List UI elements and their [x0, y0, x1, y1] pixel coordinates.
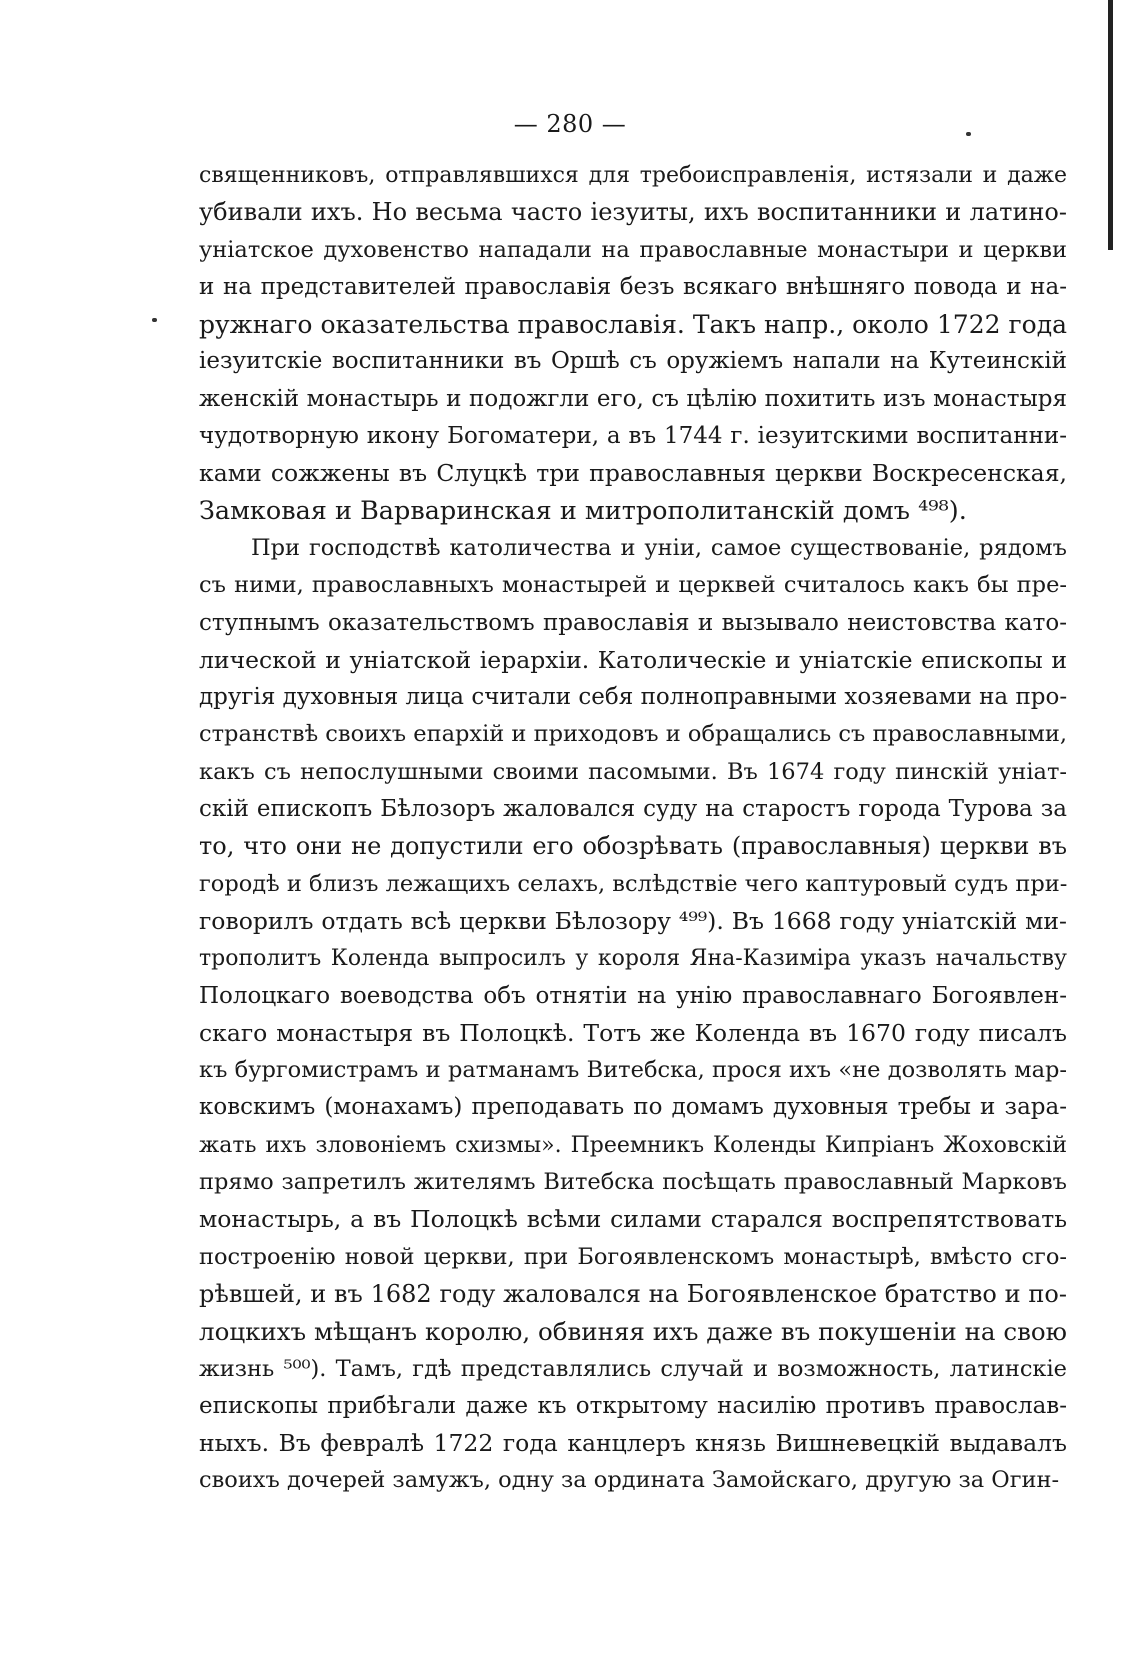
- text-line: Полоцкаго воеводства объ отнятіи на унію православнаго Богоявлен-: [199, 982, 1067, 1009]
- text-line: чудотворную икону Богоматери, а въ 1744 г. іезуитскими воспитанни-: [199, 423, 1067, 450]
- text-line: построенію новой церкви, при Богоявленскомъ монастырѣ, вмѣсто сго-: [199, 1243, 1067, 1270]
- text-line: къ бургомистрамъ и ратманамъ Витебска, прося ихъ «не дозволять мар-: [199, 1057, 1067, 1084]
- paragraph: [199, 157, 1067, 530]
- text-line: рѣвшей, и въ 1682 году жаловался на Богоявленское братство и по-: [199, 1279, 1067, 1308]
- text-line: уніатское духовенство нападали на православные монастыри и церкви: [199, 236, 1067, 263]
- text-line: съ ними, православныхъ монастырей и церквей считалось какъ бы пре-: [199, 572, 1067, 599]
- text-line: другія духовныя лица считали себя полноправными хозяевами на про-: [199, 684, 1068, 711]
- text-line: то, что они не допустили его обозрѣвать (православныя) церкви въ: [199, 832, 1067, 861]
- text-line: жизнь ⁵⁰⁰). Тамъ, гдѣ представлялись случай и возможность, латинскіе: [199, 1355, 1067, 1382]
- text-line: и на представителей православія безъ всякаго внѣшняго повода и на-: [199, 273, 1067, 300]
- text-line: іезуитскіе воспитанники въ Оршѣ съ оружіемъ напали на Кутеинскій: [199, 348, 1067, 375]
- paragraph: [199, 530, 1067, 1500]
- text-line: скаго монастыря въ Полоцкѣ. Тотъ же Коленда въ 1670 году писалъ: [199, 1018, 1067, 1047]
- text-line: женскій монастырь и подожгли его, съ цѣлію похитить изъ монастыря: [199, 385, 1067, 412]
- text-line: городѣ и близъ лежащихъ селахъ, вслѣдствіе чего каптуровый судъ при-: [199, 870, 1068, 897]
- text-line: священниковъ, отправлявшихся для требоисправленія, истязали и даже: [199, 163, 1067, 188]
- text-line: ками сожжены въ Слуцкѣ три православныя церкви Воскресенская,: [199, 459, 1067, 488]
- text-line: жать ихъ зловоніемъ схизмы». Преемникъ Коленды Кипріанъ Жоховскій: [199, 1132, 1067, 1158]
- text-line: монастырь, а въ Полоцкѣ всѣми силами старался воспрепятствовать: [199, 1205, 1067, 1234]
- text-line: какъ съ непослушными своими пасомыми. Въ 1674 году пинскій уніат-: [199, 758, 1067, 785]
- text-line: ступнымъ оказательствомъ православія и вызывало неистовства като-: [199, 609, 1067, 636]
- text-line: лоцкихъ мѣщанъ королю, обвиняя ихъ даже въ покушеніи на свою: [199, 1317, 1067, 1347]
- body-text: [199, 157, 1067, 1500]
- text-line: странствѣ своихъ епархій и приходовъ и обращались съ православными,: [199, 721, 1068, 748]
- text-line: При господствѣ католичества и уніи, самое существованіе, рядомъ: [251, 534, 1067, 561]
- text-line: ружнаго оказательства православія. Такъ напр., около 1722 года: [199, 310, 1067, 340]
- page-number: — 280 —: [513, 110, 627, 138]
- text-line: ныхъ. Въ февралѣ 1722 года канцлеръ князь Вишневецкій выдавалъ: [199, 1429, 1067, 1458]
- text-line: убивали ихъ. Но весьма часто іезуиты, ихъ воспитанники и латино-: [199, 198, 1067, 227]
- text-line: прямо запретилъ жителямъ Витебска посѣщать православный Марковъ: [199, 1169, 1067, 1196]
- scan-speck: [152, 318, 157, 322]
- text-line: трополитъ Коленда выпросилъ у короля Яна-Казиміра указъ начальству: [199, 946, 1067, 972]
- text-line: Замковая и Варваринская и митрополитанскій домъ ⁴⁹⁸).: [199, 495, 967, 526]
- text-line: своихъ дочерей замужъ, одну за ордината Замойскаго, другую за Огин-: [199, 1467, 1060, 1494]
- text-line: говорилъ отдать всѣ церкви Бѣлозору ⁴⁹⁹). Въ 1668 году уніатскій ми-: [199, 906, 1067, 935]
- text-line: епископы прибѣгали даже къ открытому насилію противъ православ-: [199, 1392, 1067, 1419]
- text-line: ковскимъ (монахамъ) преподавать по домамъ духовныя требы и зара-: [199, 1094, 1067, 1121]
- text-line: скій епископъ Бѣлозоръ жаловался суду на старостъ города Турова за: [199, 796, 1067, 823]
- text-line: лической и уніатской іерархіи. Католическіе и уніатскіе епископы и: [199, 645, 1067, 674]
